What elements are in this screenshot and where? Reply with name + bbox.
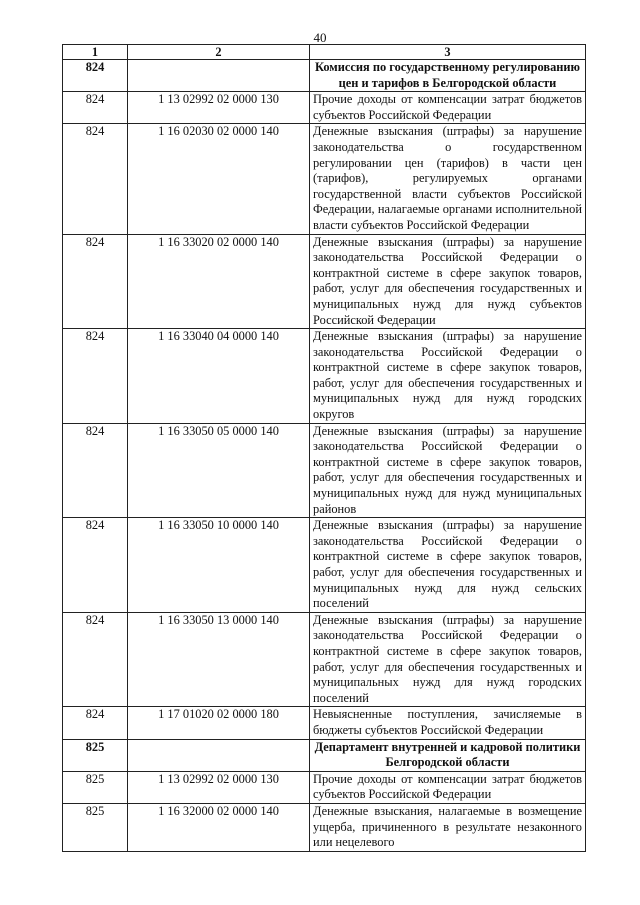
revenue-code-cell	[128, 60, 310, 92]
description-cell: Денежные взыскания, налагаемые в возмещение ущерба, причиненного в результате незаконного или нецелевого	[310, 803, 586, 851]
table-row	[63, 771, 586, 803]
organization-name-cell: Комиссия по государственному регулированию цен и тарифов в Белгородской области	[310, 60, 586, 92]
table-row	[63, 612, 586, 707]
header-row	[63, 45, 586, 60]
organization-row	[63, 739, 586, 771]
admin-code-cell: 824	[63, 518, 128, 613]
revenue-code-cell: 1 13 02992 02 0000 130	[128, 771, 310, 803]
table-row	[63, 707, 586, 739]
admin-code-cell: 825	[63, 803, 128, 851]
admin-code-cell: 825	[63, 771, 128, 803]
revenue-code-cell: 1 16 33050 05 0000 140	[128, 423, 310, 518]
revenue-code-cell: 1 16 33020 02 0000 140	[128, 234, 310, 329]
admin-code-cell: 824	[63, 92, 128, 124]
admin-code-cell: 824	[63, 423, 128, 518]
description-cell: Денежные взыскания (штрафы) за нарушение законодательства Российской Федерации о контрактной системе в сфере закупок товаров, работ, услуг для обеспечения государственных и муниципальных нужд для нужд субъектов Российской Федерации	[310, 234, 586, 329]
description-cell: Прочие доходы от компенсации затрат бюджетов субъектов Российской Федерации	[310, 771, 586, 803]
revenue-code-cell: 1 13 02992 02 0000 130	[128, 92, 310, 124]
table-header	[63, 45, 586, 60]
revenue-code-cell: 1 16 02030 02 0000 140	[128, 124, 310, 234]
column-header-3: 3	[310, 45, 586, 60]
table-row	[63, 329, 586, 424]
admin-code-cell: 824	[63, 234, 128, 329]
admin-code-cell: 824	[63, 612, 128, 707]
description-cell: Денежные взыскания (штрафы) за нарушение законодательства о государственном регулировании цен (тарифов) в части цен (тарифов), регулируемых органами государственной власти субъектов Российской Федерации, налагаемые органами исполнительной власти субъектов Российской Федерации	[310, 124, 586, 234]
admin-code-cell: 824	[63, 124, 128, 234]
revenue-code-cell	[128, 739, 310, 771]
revenue-code-cell: 1 17 01020 02 0000 180	[128, 707, 310, 739]
description-cell: Прочие доходы от компенсации затрат бюджетов субъектов Российской Федерации	[310, 92, 586, 124]
revenue-code-cell: 1 16 33040 04 0000 140	[128, 329, 310, 424]
revenue-code-cell: 1 16 32000 02 0000 140	[128, 803, 310, 851]
admin-code-cell: 824	[63, 60, 128, 92]
description-cell: Денежные взыскания (штрафы) за нарушение законодательства Российской Федерации о контрактной системе в сфере закупок товаров, работ, услуг для обеспечения государственных и муниципальных нужд для нужд городских округов	[310, 329, 586, 424]
table-row	[63, 518, 586, 613]
column-header-2: 2	[128, 45, 310, 60]
admin-code-cell: 825	[63, 739, 128, 771]
revenue-code-cell: 1 16 33050 10 0000 140	[128, 518, 310, 613]
table-row	[63, 423, 586, 518]
revenue-codes-table	[62, 44, 586, 852]
table-row	[63, 234, 586, 329]
table-row	[63, 124, 586, 234]
table-row	[63, 803, 586, 851]
column-header-1: 1	[63, 45, 128, 60]
description-cell: Денежные взыскания (штрафы) за нарушение законодательства Российской Федерации о контрактной системе в сфере закупок товаров, работ, услуг для обеспечения государственных и муниципальных нужд для нужд муниципальных районов	[310, 423, 586, 518]
admin-code-cell: 824	[63, 707, 128, 739]
description-cell: Денежные взыскания (штрафы) за нарушение законодательства Российской Федерации о контрактной системе в сфере закупок товаров, работ, услуг для обеспечения государственных и муниципальных нужд для нужд сельских поселений	[310, 518, 586, 613]
table-body	[63, 60, 586, 852]
organization-name-cell: Департамент внутренней и кадровой политики Белгородской области	[310, 739, 586, 771]
organization-row	[63, 60, 586, 92]
table-row	[63, 92, 586, 124]
description-cell: Невыясненные поступления, зачисляемые в бюджеты субъектов Российской Федерации	[310, 707, 586, 739]
revenue-code-cell: 1 16 33050 13 0000 140	[128, 612, 310, 707]
description-cell: Денежные взыскания (штрафы) за нарушение законодательства Российской Федерации о контрактной системе в сфере закупок товаров, работ, услуг для обеспечения государственных и муниципальных нужд для нужд городских поселений	[310, 612, 586, 707]
page-number: 40	[313, 30, 327, 45]
admin-code-cell: 824	[63, 329, 128, 424]
